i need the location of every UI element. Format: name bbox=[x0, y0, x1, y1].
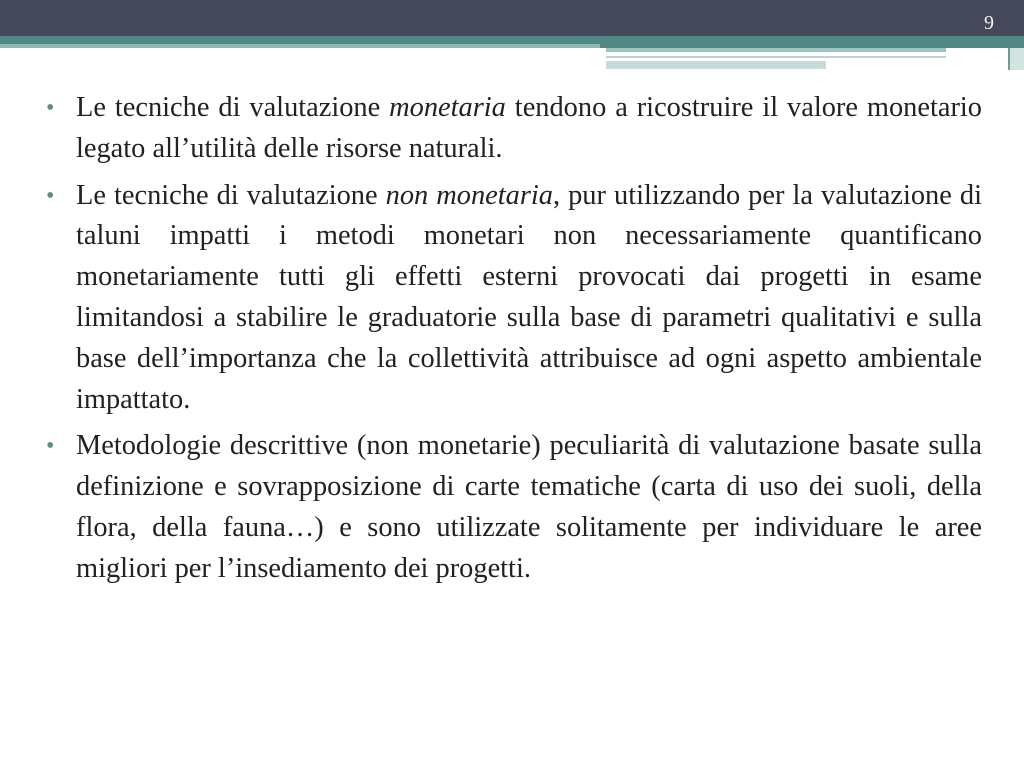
header-decor-box bbox=[1008, 48, 1024, 70]
text-run: , pur utilizzando per la valutazione di taluni impatti i metodi monetari non necessariamente quantificano monetariamente tutti gli effetti esterni provocati dai progetti in esame limitandosi a stabilire le graduatorie sulla base di parametri qualitativi e sulla base dell’importanza che la collettività attribuisce ad ogni aspetto ambientale impattato. bbox=[76, 179, 982, 415]
text-run-italic: monetaria bbox=[389, 92, 506, 123]
bullet-item bbox=[40, 176, 982, 421]
slide-content bbox=[40, 88, 982, 596]
text-run: Metodologie descrittive (non monetarie) peculiarità di valutazione basate sulla definizione e sovrapposizione di carte tematiche (carta di uso dei suoli, della flora, della fauna…) e sono utilizzate solitamente per individuare le aree migliori per l’insediamento dei progetti. bbox=[76, 430, 982, 584]
bullet-text bbox=[76, 430, 982, 583]
bullet-marker: • bbox=[46, 95, 55, 121]
text-run: tendono a ricostruire il valore monetario legato all’utilità delle risorse naturali. bbox=[76, 92, 982, 164]
header-bar bbox=[0, 0, 1024, 36]
header-decor-line-3 bbox=[606, 61, 826, 69]
bullet-item bbox=[40, 426, 982, 589]
text-run: Le tecniche di valutazione bbox=[76, 179, 386, 211]
bullet-list bbox=[40, 88, 982, 590]
text-run-italic: non monetaria bbox=[385, 179, 553, 211]
slide-number: 9 bbox=[984, 12, 994, 34]
header-decor-line-1 bbox=[606, 48, 946, 52]
bullet-marker: • bbox=[46, 433, 55, 460]
bullet-text bbox=[76, 180, 982, 415]
header-accent-highlight bbox=[0, 44, 600, 48]
bullet-text bbox=[76, 92, 982, 164]
header-decor-line-2 bbox=[606, 56, 946, 58]
bullet-marker: • bbox=[46, 182, 55, 209]
bullet-item bbox=[40, 88, 982, 170]
text-run: Le tecniche di valutazione bbox=[76, 92, 390, 123]
